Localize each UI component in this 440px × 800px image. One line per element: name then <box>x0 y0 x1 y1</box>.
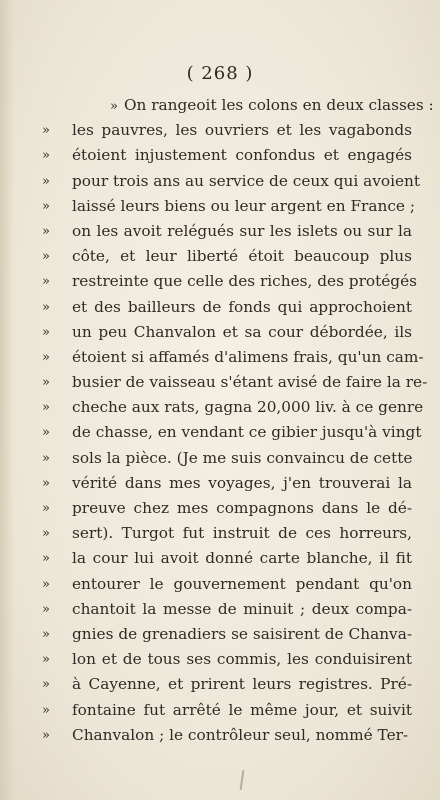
text-line <box>42 698 412 723</box>
text-line <box>42 320 412 345</box>
line-text: vérité dans mes voyages, j'en trouverai la <box>72 473 412 492</box>
quote-mark: » <box>42 375 50 391</box>
line-text: cheche aux rats, gagna 20,000 liv. à ce genre <box>72 398 424 417</box>
text-line <box>42 647 412 672</box>
text-line <box>42 295 412 320</box>
line-text: restreinte que celle des riches, des protégés <box>72 272 417 291</box>
line-text: la cour lui avoit donné carte blanche, il fit <box>72 549 412 568</box>
quote-mark: » <box>42 601 50 617</box>
quote-mark: » <box>42 501 50 516</box>
line-text: étoient injustement confondus et engagés <box>72 146 412 165</box>
text-line <box>42 521 412 546</box>
quote-mark: » <box>42 677 50 693</box>
text-line <box>42 118 412 143</box>
text-line <box>72 93 434 118</box>
text-line <box>42 194 415 219</box>
line-text: preuve chez mes compagnons dans le dé- <box>72 499 412 517</box>
line-text: les pauvres, les ouvriers et les vagabonds <box>72 121 412 140</box>
text-line <box>42 420 422 445</box>
quote-mark: » <box>42 702 50 718</box>
line-text: sert). Turgot fut instruit de ces horreurs, <box>72 524 412 543</box>
line-text: sols la pièce. (Je me suis convaincu de cette <box>72 448 413 467</box>
text-line <box>42 622 412 647</box>
quote-mark: » <box>42 526 50 542</box>
paper-blemish <box>240 770 245 790</box>
line-text: de chasse, en vendant ce gibier jusqu'à vingt <box>72 423 422 442</box>
line-text: fontaine fut arrêté le même jour, et suivit <box>72 700 412 719</box>
quote-mark: » <box>42 400 50 416</box>
text-line <box>42 345 424 370</box>
quote-mark: » <box>42 551 50 567</box>
text-line <box>42 370 428 395</box>
page-number: ( 268 ) <box>186 63 254 84</box>
line-text: étoient si affamés d'alimens frais, qu'un cam- <box>72 347 424 366</box>
quote-mark: » <box>42 727 50 743</box>
quote-mark: » <box>42 173 50 189</box>
line-text: busier de vaisseau s'étant avisé de faire la re- <box>72 373 428 392</box>
body-text <box>42 93 434 748</box>
quote-mark: » <box>42 249 50 265</box>
text-line <box>42 446 413 471</box>
text-line <box>42 169 421 194</box>
quote-mark: » <box>42 626 50 642</box>
text-line <box>42 471 412 496</box>
line-text: on les avoit relégués sur les islets ou sur la <box>72 221 412 240</box>
quote-mark: » <box>42 652 50 668</box>
quote-mark: » <box>42 349 50 365</box>
line-text: à Cayenne, et prirent leurs registres. Pré- <box>72 675 412 694</box>
text-line <box>42 546 412 571</box>
quote-mark: » <box>42 198 50 214</box>
text-line <box>42 395 424 420</box>
text-line <box>42 496 412 521</box>
line-text: et des bailleurs de fonds qui approchoient <box>72 297 412 316</box>
quote-mark: » <box>42 123 50 139</box>
line-text: chantoit la messe de minuit ; deux compa- <box>72 599 412 618</box>
line-text: laissé leurs biens ou leur argent en France ; <box>72 196 415 215</box>
quote-mark: » <box>42 223 50 239</box>
text-line <box>42 143 412 168</box>
quote-mark: » <box>42 450 50 466</box>
line-text: entourer le gouvernement pendant qu'on <box>72 574 412 593</box>
text-line <box>42 219 412 244</box>
page-edge-shadow <box>0 0 14 800</box>
line-text: côte, et leur liberté étoit beaucoup plus <box>72 247 412 266</box>
line-text: Chanvalon ; le contrôleur seul, nommé Ter- <box>72 725 409 744</box>
quote-mark: » <box>42 324 50 340</box>
line-text: un peu Chanvalon et sa cour débordée, ils <box>72 322 412 341</box>
line-text: gnies de grenadiers se saisirent de Chanva- <box>72 624 412 643</box>
text-line <box>42 269 417 294</box>
text-line <box>42 244 412 269</box>
quote-mark: » <box>42 274 50 290</box>
text-line <box>42 572 412 597</box>
line-text: lon et de tous ses commis, les conduisirent <box>72 650 412 669</box>
quote-mark: » <box>42 475 50 491</box>
text-line <box>42 597 412 622</box>
line-text: pour trois ans au service de ceux qui avoient <box>72 171 421 190</box>
quote-mark: » <box>42 148 50 164</box>
line-text: On rangeoit les colons en deux classes : <box>123 96 434 114</box>
text-line <box>42 723 412 748</box>
text-line <box>42 672 412 697</box>
quote-mark: » <box>42 299 50 315</box>
quote-mark: » <box>42 425 50 441</box>
opening-quote-mark: » <box>110 99 118 114</box>
quote-mark: » <box>42 576 50 592</box>
